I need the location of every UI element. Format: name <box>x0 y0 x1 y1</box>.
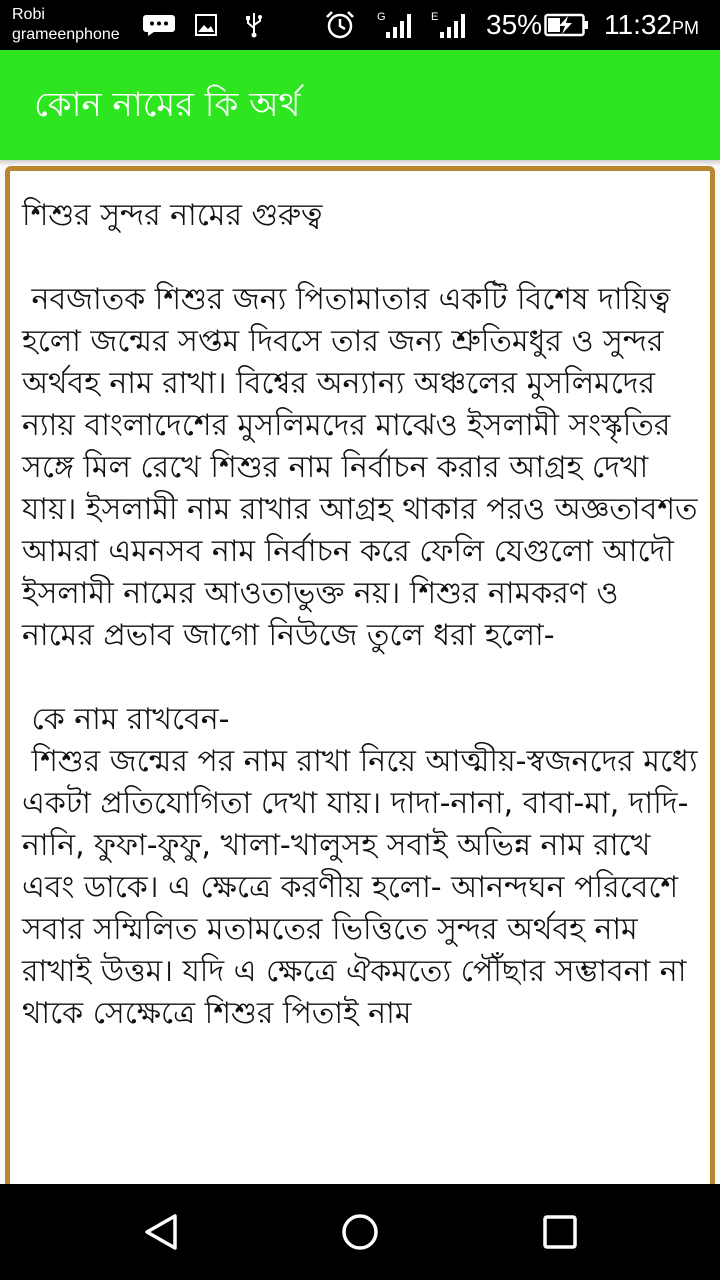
message-icon <box>142 10 176 40</box>
signal-g-icon <box>376 10 416 40</box>
image-icon <box>194 10 218 40</box>
carrier-names <box>12 5 120 45</box>
clock-time: 11:32 <box>604 9 672 40</box>
battery-percent: 35% <box>486 9 543 40</box>
signal-g-label: G <box>377 11 386 23</box>
back-icon <box>139 1208 187 1256</box>
navigation-bar <box>0 1184 720 1280</box>
usb-icon <box>244 10 264 40</box>
carrier-robi: Robi <box>12 6 45 23</box>
battery-charging-icon <box>544 10 590 40</box>
home-icon <box>336 1208 384 1256</box>
app-bar <box>0 50 720 160</box>
home-button[interactable] <box>336 1208 384 1256</box>
alarm-icon <box>324 10 356 40</box>
article-text: শিশুর সুন্দর নামের গুরুত্ব নবজাতক শিশুর জন্য পিতামাতার একটি বিশেষ দায়িত্ব হলো জন্মের সপ্তম দিবসে তার জন্য শ্রুতিমধুর ও সুন্দর অর্থবহ নাম রাখা। বিশ্বের অন্যান্য অঞ্চলের মুসলিমদের ন্যায় বাংলাদেশের মুসলিমদের মাঝেও ইসলামী সংস্কৃতির সঙ্গে মিল রেখে শিশুর নাম নির্বাচন করার আগ্রহ দেখা যায়। ইসলামী নাম রাখার আগ্রহ থাকার পরও অজ্ঞতাবশত আমরা এমনসব নাম নির্বাচন করে ফেলি যেগুলো আদৌ ইসলামী নামের আওতাভুক্ত নয়। শিশুর নামকরণ ও নামের প্রভাব জাগো নিউজে তুলে ধরা হলো- কে নাম রাখবেন- শিশুর জন্মের পর নাম রাখা নিয়ে আত্মীয়-স্বজনদের মধ্যে একটা প্রতিযোগিতা দেখা যায়। দাদা-নানা, বাবা-মা, দাদি-নানি, ফুফা-ফুফু, খালা-খালুসহ সবাই অভিন্ন নাম রাখে এবং ডাকে। এ ক্ষেত্রে করণীয় হলো- আনন্দঘন পরিবেশে সবার সম্মিলিত মতামতের ভিত্তিতে সুন্দর অর্থবহ নাম রাখাই উত্তম। যদি এ ক্ষেত্রে ঐকমত্যে পৌঁছার সম্ভাবনা না থাকে সেক্ষেত্রে শিশুর পিতাই নাম <box>22 198 698 1031</box>
article-card[interactable] <box>5 166 715 1196</box>
signal-e-label: E <box>431 11 439 23</box>
recents-button[interactable] <box>536 1208 584 1256</box>
carrier-grameenphone: grameenphone <box>12 26 120 43</box>
status-bar <box>0 0 720 50</box>
recents-icon <box>536 1208 584 1256</box>
clock-ampm: PM <box>672 18 699 38</box>
app-title: কোন নামের কি অর্থ <box>34 85 301 125</box>
signal-e-icon <box>430 10 470 40</box>
clock <box>604 8 699 45</box>
back-button[interactable] <box>139 1208 187 1256</box>
